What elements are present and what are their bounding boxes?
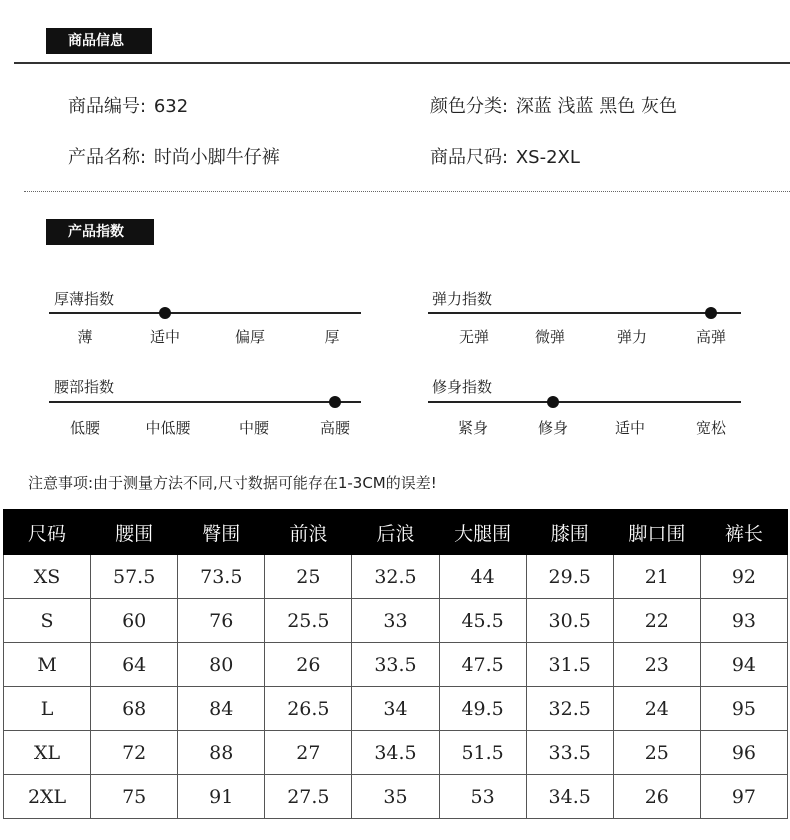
section-divider xyxy=(14,62,790,64)
color-row xyxy=(430,92,677,118)
scale-option: 高腰 xyxy=(319,419,351,437)
table-cell: 25.5 xyxy=(265,599,352,643)
table-cell: 60 xyxy=(91,599,178,643)
scale-marker xyxy=(159,307,171,319)
table-cell: XL xyxy=(4,731,91,775)
scale-option: 无弹 xyxy=(458,328,490,346)
size-table-header-cell: 前浪 xyxy=(265,510,352,555)
table-cell: 25 xyxy=(613,731,700,775)
table-cell: 32.5 xyxy=(526,687,613,731)
size-table-header-cell: 脚口围 xyxy=(613,510,700,555)
scale-option: 弹力 xyxy=(616,328,648,346)
scale-option: 中低腰 xyxy=(145,419,191,437)
table-cell: 73.5 xyxy=(178,555,265,599)
product-code-label: 商品编号: xyxy=(68,96,147,117)
table-cell: 53 xyxy=(439,775,526,819)
table-row xyxy=(4,775,788,819)
table-cell: S xyxy=(4,599,91,643)
table-cell: 75 xyxy=(91,775,178,819)
table-cell: 23 xyxy=(613,643,700,687)
product-name-value: 时尚小脚牛仔裤 xyxy=(153,147,280,168)
table-cell: 32.5 xyxy=(352,555,439,599)
table-cell: 26 xyxy=(613,775,700,819)
scale-track xyxy=(428,401,741,403)
size-range-label: 商品尺码: xyxy=(430,147,509,168)
scale-option: 低腰 xyxy=(69,419,101,437)
product-name-label: 产品名称: xyxy=(68,147,147,168)
table-cell: 76 xyxy=(178,599,265,643)
table-cell: M xyxy=(4,643,91,687)
scale-title: 修身指数 xyxy=(432,378,493,396)
table-cell: 84 xyxy=(178,687,265,731)
table-row xyxy=(4,731,788,775)
scale-option: 适中 xyxy=(614,419,646,437)
size-table xyxy=(3,509,788,819)
table-cell: 57.5 xyxy=(91,555,178,599)
table-cell: 44 xyxy=(439,555,526,599)
table-cell: 47.5 xyxy=(439,643,526,687)
table-cell: 93 xyxy=(700,599,787,643)
table-cell: 33.5 xyxy=(352,643,439,687)
table-cell: 31.5 xyxy=(526,643,613,687)
size-table-header-cell: 裤长 xyxy=(700,510,787,555)
table-cell: 51.5 xyxy=(439,731,526,775)
size-table-header-cell: 臀围 xyxy=(178,510,265,555)
scale-option: 偏厚 xyxy=(234,328,266,346)
product-code-value: 632 xyxy=(153,96,189,117)
table-cell: 27.5 xyxy=(265,775,352,819)
scale-track xyxy=(49,312,361,314)
table-cell: 97 xyxy=(700,775,787,819)
scale-title: 腰部指数 xyxy=(54,378,115,396)
color-value: 深蓝 浅蓝 黑色 灰色 xyxy=(515,96,677,117)
table-cell: 33.5 xyxy=(526,731,613,775)
color-label: 颜色分类: xyxy=(430,96,509,117)
size-table-header-cell: 腰围 xyxy=(91,510,178,555)
table-cell: 22 xyxy=(613,599,700,643)
scale-option: 紧身 xyxy=(457,419,489,437)
table-cell: 94 xyxy=(700,643,787,687)
table-cell: 35 xyxy=(352,775,439,819)
size-range-value: XS-2XL xyxy=(515,147,580,168)
table-cell: XS xyxy=(4,555,91,599)
table-cell: 95 xyxy=(700,687,787,731)
table-cell: 26.5 xyxy=(265,687,352,731)
table-cell: 34 xyxy=(352,687,439,731)
size-table-header-cell: 后浪 xyxy=(352,510,439,555)
measurement-note: 注意事项:由于测量方法不同,尺寸数据可能存在1-3CM的误差! xyxy=(28,474,437,492)
table-cell: 88 xyxy=(178,731,265,775)
size-range-row xyxy=(430,143,580,169)
scale-marker xyxy=(705,307,717,319)
scale-option: 微弹 xyxy=(534,328,566,346)
table-cell: 80 xyxy=(178,643,265,687)
size-table-header xyxy=(4,510,788,555)
scale-option: 薄 xyxy=(77,328,93,346)
table-cell: 34.5 xyxy=(526,775,613,819)
table-row xyxy=(4,643,788,687)
table-cell: 68 xyxy=(91,687,178,731)
table-cell: 2XL xyxy=(4,775,91,819)
table-cell: 49.5 xyxy=(439,687,526,731)
table-row xyxy=(4,687,788,731)
table-cell: 33 xyxy=(352,599,439,643)
scale-marker xyxy=(329,396,341,408)
scale-option: 适中 xyxy=(149,328,181,346)
table-cell: 64 xyxy=(91,643,178,687)
table-cell: 34.5 xyxy=(352,731,439,775)
table-row xyxy=(4,555,788,599)
table-cell: 45.5 xyxy=(439,599,526,643)
table-cell: 24 xyxy=(613,687,700,731)
table-cell: 21 xyxy=(613,555,700,599)
product-name-row xyxy=(68,143,280,169)
size-table-header-cell: 大腿围 xyxy=(439,510,526,555)
scale-option: 中腰 xyxy=(238,419,270,437)
table-cell: 30.5 xyxy=(526,599,613,643)
table-row xyxy=(4,599,788,643)
table-cell: 72 xyxy=(91,731,178,775)
table-cell: L xyxy=(4,687,91,731)
table-cell: 92 xyxy=(700,555,787,599)
scale-title: 厚薄指数 xyxy=(54,290,115,308)
scale-title: 弹力指数 xyxy=(432,290,493,308)
scale-track xyxy=(428,312,741,314)
section-tag-product-index: 产品指数 xyxy=(46,219,154,245)
scale-option: 厚 xyxy=(324,328,340,346)
size-table-header-cell: 膝围 xyxy=(526,510,613,555)
dotted-divider xyxy=(24,191,790,192)
section-tag-product-info: 商品信息 xyxy=(46,28,152,54)
scale-option: 高弹 xyxy=(695,328,727,346)
scale-option: 宽松 xyxy=(695,419,727,437)
scale-option: 修身 xyxy=(537,419,569,437)
product-code-row xyxy=(68,92,188,118)
table-cell: 27 xyxy=(265,731,352,775)
table-cell: 25 xyxy=(265,555,352,599)
scale-track xyxy=(49,401,361,403)
table-cell: 91 xyxy=(178,775,265,819)
size-table-header-cell: 尺码 xyxy=(4,510,91,555)
table-cell: 26 xyxy=(265,643,352,687)
table-cell: 29.5 xyxy=(526,555,613,599)
scale-marker xyxy=(547,396,559,408)
table-cell: 96 xyxy=(700,731,787,775)
